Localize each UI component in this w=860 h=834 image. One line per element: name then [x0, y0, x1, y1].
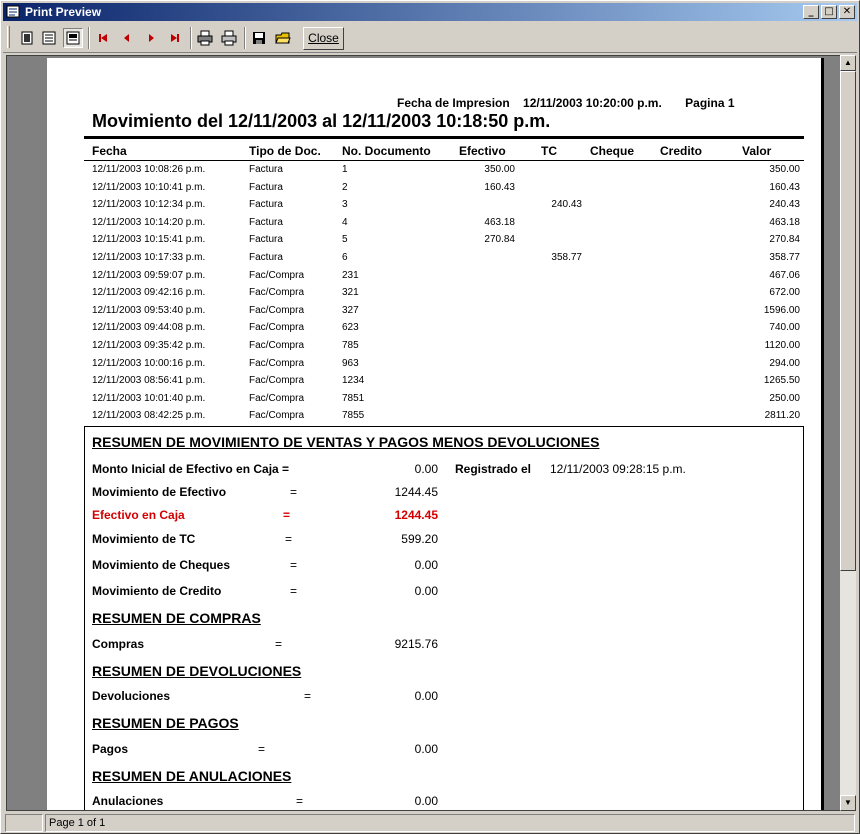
- col-header-documento: No. Documento: [342, 144, 431, 158]
- pagos-value: 0.00: [414, 742, 438, 756]
- one-page-icon[interactable]: [17, 28, 37, 48]
- registrado-label: Registrado el: [455, 462, 532, 476]
- column-header-rule: [84, 160, 804, 161]
- cell-valor: 350.00: [769, 164, 800, 175]
- scroll-up-icon[interactable]: ▲: [840, 55, 856, 71]
- col-header-efectivo: Efectivo: [459, 144, 506, 158]
- cell-valor: 358.77: [769, 252, 800, 263]
- cell-valor: 2811.20: [764, 410, 800, 422]
- cell-doc: 3: [342, 199, 348, 211]
- print-date-label: Fecha de Impresion: [397, 96, 510, 110]
- window-title: Print Preview: [25, 5, 102, 19]
- cell-fecha: 12/11/2003 09:53:40 p.m.: [92, 304, 206, 316]
- cell-doc: 7855: [342, 410, 365, 422]
- cell-doc: 5: [342, 234, 348, 246]
- mov-credito-label: Movimiento de Credito: [92, 584, 222, 598]
- cell-fecha: 12/11/2003 10:14:20 p.m.: [92, 216, 206, 228]
- status-bar: [3, 813, 857, 833]
- cell-tipo: Fac/Compra: [249, 357, 305, 369]
- pagos-label: Pagos: [92, 742, 129, 756]
- cell-fecha: 12/11/2003 10:00:16 p.m.: [92, 357, 206, 369]
- mov-efectivo-label: Movimiento de Efectivo: [92, 485, 227, 499]
- col-header-credito: Credito: [660, 144, 702, 158]
- cell-doc: 963: [342, 357, 359, 369]
- equals-sign: =: [275, 637, 283, 651]
- status-cell-empty: [5, 814, 43, 832]
- mov-cheques-label: Movimiento de Cheques: [92, 558, 231, 572]
- cell-fecha: 12/11/2003 10:17:33 p.m.: [92, 252, 206, 263]
- cell-doc: 785: [342, 340, 359, 351]
- cell-fecha: 12/11/2003 08:56:41 p.m.: [92, 375, 206, 387]
- registrado-value: 12/11/2003 09:28:15 p.m.: [550, 462, 686, 476]
- cell-valor: 270.84: [769, 234, 800, 246]
- equals-sign: =: [290, 558, 298, 572]
- window-close-button[interactable]: ✕: [839, 5, 855, 19]
- cell-fecha: 12/11/2003 10:10:41 p.m.: [92, 181, 206, 193]
- cell-tc: 240.43: [551, 199, 582, 211]
- cell-fecha: 12/11/2003 09:42:16 p.m.: [92, 287, 206, 299]
- scrollbar-thumb[interactable]: [840, 71, 856, 571]
- cell-tipo: Fac/Compra: [249, 340, 305, 351]
- toolbar-separator: [88, 27, 90, 49]
- print-icon[interactable]: [219, 28, 239, 48]
- cell-valor: 1265.50: [763, 375, 800, 387]
- save-icon[interactable]: [249, 28, 269, 48]
- cell-valor: 740.00: [769, 322, 800, 334]
- open-icon[interactable]: [273, 28, 293, 48]
- cell-tipo: Fac/Compra: [249, 392, 305, 404]
- cell-tipo: Factura: [249, 234, 283, 246]
- efectivo-caja-value: 1244.45: [394, 508, 438, 522]
- print-date-header: [397, 96, 745, 110]
- report-title: Movimiento del 12/11/2003 al 12/11/2003 10:18:50 p.m.: [92, 111, 551, 131]
- cell-valor: 160.43: [769, 181, 800, 193]
- multi-page-icon[interactable]: [39, 28, 59, 48]
- col-header-tipo: Tipo de Doc.: [249, 144, 321, 158]
- next-page-icon[interactable]: [141, 28, 161, 48]
- print-date-value: 12/11/2003 10:20:00 p.m.: [523, 96, 662, 110]
- section-pagos-title: RESUMEN DE PAGOS: [92, 715, 239, 731]
- anulaciones-value: 0.00: [414, 794, 438, 808]
- fit-width-icon[interactable]: [63, 28, 83, 48]
- maximize-button[interactable]: □: [821, 5, 837, 19]
- cell-doc: 327: [342, 304, 359, 316]
- equals-sign: =: [296, 794, 304, 808]
- cell-fecha: 12/11/2003 10:08:26 p.m.: [92, 164, 206, 175]
- cell-doc: 4: [342, 216, 348, 228]
- toolbar: [3, 23, 857, 53]
- cell-efectivo: 270.84: [484, 234, 515, 246]
- cell-valor: 1120.00: [764, 340, 800, 351]
- cell-tipo: Fac/Compra: [249, 304, 305, 316]
- cell-efectivo: 463.18: [484, 216, 515, 228]
- cell-tipo: Fac/Compra: [249, 269, 305, 281]
- col-header-cheque: Cheque: [590, 144, 635, 158]
- cell-doc: 7851: [342, 392, 365, 404]
- equals-sign: =: [290, 584, 298, 598]
- mov-credito-value: 0.00: [414, 584, 438, 598]
- equals-sign: =: [304, 689, 312, 703]
- cell-valor: 672.00: [769, 287, 800, 299]
- equals-sign: =: [283, 508, 291, 522]
- mov-tc-label: Movimiento de TC: [92, 532, 196, 546]
- cell-valor: 294.00: [769, 357, 800, 369]
- cell-efectivo: 350.00: [484, 164, 515, 175]
- col-header-valor: Valor: [742, 144, 772, 158]
- mov-cheques-value: 0.00: [414, 558, 438, 572]
- cell-valor: 467.06: [769, 269, 800, 281]
- section-anulaciones-title: RESUMEN DE ANULACIONES: [92, 768, 292, 784]
- cell-fecha: 12/11/2003 10:15:41 p.m.: [92, 234, 206, 246]
- toolbar-grip[interactable]: [7, 26, 10, 48]
- col-header-fecha: Fecha: [92, 144, 127, 158]
- cell-doc: 6: [342, 252, 348, 263]
- cell-valor: 1596.00: [763, 304, 800, 316]
- report-page: [47, 58, 821, 811]
- cell-fecha: 12/11/2003 10:01:40 p.m.: [92, 392, 206, 404]
- cell-tipo: Factura: [249, 252, 283, 263]
- cell-doc: 623: [342, 322, 359, 334]
- close-button[interactable]: Close: [303, 27, 344, 50]
- mov-tc-value: 599.20: [401, 532, 438, 546]
- devoluciones-label: Devoluciones: [92, 689, 171, 703]
- cell-valor: 463.18: [769, 216, 800, 228]
- cell-doc: 2: [342, 181, 348, 193]
- print-preview-app-icon: [6, 5, 20, 18]
- equals-sign: =: [290, 485, 298, 499]
- section-devoluciones-title: RESUMEN DE DEVOLUCIONES: [92, 663, 302, 679]
- cell-valor: 250.00: [769, 392, 800, 404]
- cell-tipo: Factura: [249, 181, 283, 193]
- cell-tipo: Fac/Compra: [249, 322, 305, 334]
- header-rule: [84, 136, 804, 139]
- section-ventas-title: RESUMEN DE MOVIMIENTO DE VENTAS Y PAGOS MENOS DEVOLUCIONES: [92, 434, 600, 450]
- equals-sign: =: [258, 742, 266, 756]
- cell-tipo: Factura: [249, 164, 283, 175]
- last-page-icon[interactable]: [165, 28, 185, 48]
- cell-efectivo: 160.43: [484, 181, 515, 193]
- cell-doc: 321: [342, 287, 359, 299]
- cell-tipo: Fac/Compra: [249, 287, 305, 299]
- cell-doc: 1: [342, 164, 348, 175]
- col-header-tc: TC: [541, 144, 557, 158]
- cell-tipo: Fac/Compra: [249, 410, 305, 422]
- title-bar[interactable]: [3, 3, 857, 21]
- minimize-button[interactable]: _: [803, 5, 819, 19]
- mov-efectivo-value: 1244.45: [394, 485, 438, 499]
- anulaciones-label: Anulaciones: [92, 794, 164, 808]
- cell-fecha: 12/11/2003 09:44:08 p.m.: [92, 322, 206, 334]
- prev-page-icon[interactable]: [117, 28, 137, 48]
- cell-tipo: Fac/Compra: [249, 375, 305, 387]
- cell-tipo: Factura: [249, 199, 283, 211]
- cell-doc: 231: [342, 269, 359, 281]
- scroll-down-icon[interactable]: ▼: [840, 795, 856, 811]
- cell-fecha: 12/11/2003 08:42:25 p.m.: [92, 410, 206, 422]
- toolbar-separator: [190, 27, 192, 49]
- toolbar-separator: [244, 27, 246, 49]
- efectivo-caja-label: Efectivo en Caja: [92, 508, 185, 522]
- preview-area[interactable]: [6, 55, 841, 811]
- print-setup-icon[interactable]: [195, 28, 215, 48]
- cell-fecha: 12/11/2003 09:35:42 p.m.: [92, 340, 206, 351]
- compras-value: 9215.76: [394, 637, 438, 651]
- page-number: Pagina 1: [685, 96, 735, 110]
- cell-fecha: 12/11/2003 09:59:07 p.m.: [92, 269, 206, 281]
- first-page-icon[interactable]: [93, 28, 113, 48]
- cell-valor: 240.43: [769, 199, 800, 211]
- compras-label: Compras: [92, 637, 145, 651]
- devoluciones-value: 0.00: [414, 689, 438, 703]
- cell-tipo: Factura: [249, 216, 283, 228]
- vertical-scrollbar[interactable]: [840, 55, 856, 811]
- cell-tc: 358.77: [551, 252, 582, 263]
- cell-doc: 1234: [342, 375, 365, 387]
- equals-sign: =: [285, 532, 293, 546]
- section-compras-title: RESUMEN DE COMPRAS: [92, 610, 261, 626]
- cell-fecha: 12/11/2003 10:12:34 p.m.: [92, 199, 206, 211]
- monto-inicial-value: 0.00: [414, 462, 438, 476]
- monto-inicial-label: Monto Inicial de Efectivo en Caja =: [92, 462, 290, 476]
- page-info: Page 1 of 1: [45, 814, 855, 832]
